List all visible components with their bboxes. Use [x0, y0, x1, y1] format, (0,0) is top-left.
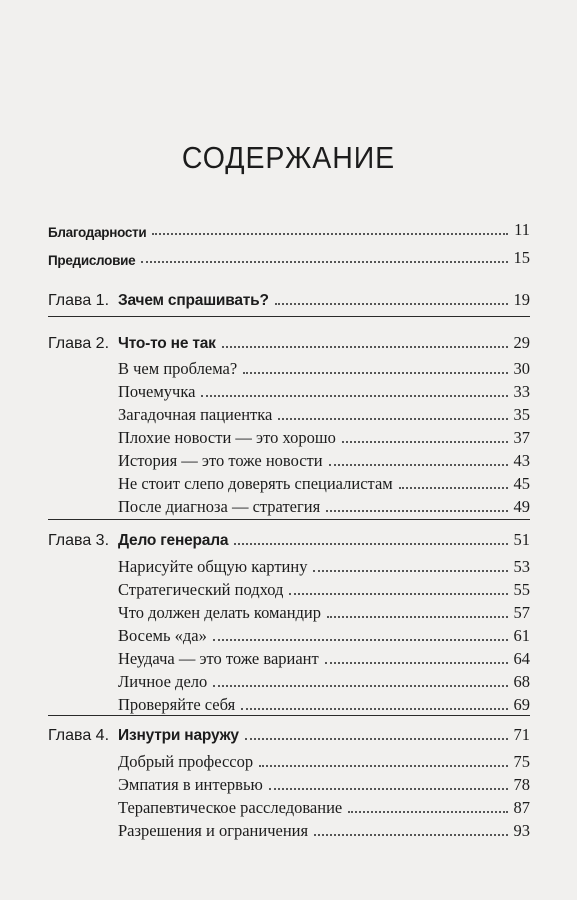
toc-section[interactable] — [48, 555, 530, 577]
section-title: Загадочная пациентка — [118, 405, 273, 424]
section-title: Стратегический подход — [118, 580, 284, 599]
section-title: Не стоит слепо доверять специалистам — [118, 474, 393, 493]
leader-dots — [141, 261, 507, 263]
toc-page-number: 37 — [513, 428, 530, 447]
toc-page-number: 49 — [513, 497, 530, 516]
toc-entry-label: Благодарности — [48, 225, 147, 240]
toc-page-number: 45 — [513, 474, 530, 493]
toc-chapter-4[interactable] — [48, 723, 530, 745]
section-title: Разрешения и ограничения — [118, 821, 309, 840]
section-title: Восемь «да» — [118, 626, 207, 645]
section-title: Эмпатия в интервью — [118, 775, 263, 794]
leader-dots — [327, 616, 508, 618]
section-title: Проверяйте себя — [118, 695, 236, 714]
leader-dots — [245, 738, 508, 740]
toc-section[interactable] — [48, 380, 530, 402]
toc-page-number: 87 — [513, 798, 530, 817]
toc-page-number: 55 — [513, 580, 530, 599]
leader-dots — [234, 543, 507, 545]
section-title: Что должен делать командир — [118, 603, 321, 622]
leader-dots — [348, 811, 507, 813]
section-title: История — это тоже новости — [118, 451, 323, 470]
toc-entry-preface[interactable] — [48, 246, 530, 268]
toc-page-number: 11 — [514, 220, 530, 239]
toc-chapter-3[interactable] — [48, 528, 530, 550]
toc-page-number: 35 — [513, 405, 530, 424]
section-title: Личное дело — [118, 672, 208, 691]
toc-chapter-2[interactable] — [48, 331, 530, 353]
toc-page-number: 51 — [513, 530, 530, 549]
toc-section[interactable] — [48, 357, 530, 379]
chapter-divider — [48, 519, 530, 520]
toc-entry-acknowledgements[interactable] — [48, 218, 530, 240]
toc-section[interactable] — [48, 426, 530, 448]
leader-dots — [269, 788, 508, 790]
chapter-number: Глава 3. — [48, 532, 110, 549]
leader-dots — [259, 765, 507, 767]
toc-page-number: 78 — [513, 775, 530, 794]
leader-dots — [243, 372, 507, 374]
leader-dots — [222, 346, 508, 348]
toc-page-number: 53 — [513, 557, 530, 576]
section-title: Неудача — это тоже вариант — [118, 649, 319, 668]
leader-dots — [201, 395, 507, 397]
chapter-title: Зачем спрашивать? — [118, 292, 269, 309]
chapter-divider — [48, 715, 530, 716]
toc-section[interactable] — [48, 670, 530, 692]
toc-page-number: 43 — [513, 451, 530, 470]
toc-page-number: 30 — [513, 359, 530, 378]
toc-page-number: 71 — [513, 725, 530, 744]
section-title: Терапевтическое расследование — [118, 798, 343, 817]
toc-section[interactable] — [48, 750, 530, 772]
toc-section[interactable] — [48, 578, 530, 600]
chapter-number: Глава 1. — [48, 292, 110, 309]
toc-section[interactable] — [48, 647, 530, 669]
leader-dots — [241, 708, 507, 710]
toc-section[interactable] — [48, 624, 530, 646]
leader-dots — [326, 510, 507, 512]
toc-section[interactable] — [48, 773, 530, 795]
leader-dots — [314, 834, 507, 836]
leader-dots — [213, 639, 508, 641]
toc-page-number: 29 — [513, 333, 530, 352]
leader-dots — [152, 233, 508, 235]
toc-page-number: 19 — [513, 290, 530, 309]
section-title: В чем проблема? — [118, 359, 238, 378]
chapter-number: Глава 2. — [48, 335, 110, 352]
chapter-title: Что-то не так — [118, 335, 216, 352]
leader-dots — [278, 418, 507, 420]
toc-page-number: 68 — [513, 672, 530, 691]
chapter-number: Глава 4. — [48, 727, 110, 744]
chapter-divider — [48, 316, 530, 317]
toc-section[interactable] — [48, 819, 530, 841]
toc-page-number: 64 — [513, 649, 530, 668]
section-title: Нарисуйте общую картину — [118, 557, 308, 576]
toc-page-number: 33 — [513, 382, 530, 401]
toc-page-number: 93 — [513, 821, 530, 840]
leader-dots — [213, 685, 507, 687]
toc-section[interactable] — [48, 495, 530, 517]
page-title: СОДЕРЖАНИЕ — [181, 140, 396, 175]
section-title: Почемучка — [118, 382, 196, 401]
toc-section[interactable] — [48, 796, 530, 818]
toc-page-number: 15 — [513, 248, 530, 267]
toc-section[interactable] — [48, 693, 530, 715]
leader-dots — [313, 570, 507, 572]
section-title: Добрый профессор — [118, 752, 254, 771]
leader-dots — [289, 593, 507, 595]
leader-dots — [325, 662, 508, 664]
toc-section[interactable] — [48, 449, 530, 471]
toc-section[interactable] — [48, 601, 530, 623]
toc-page-number: 61 — [513, 626, 530, 645]
toc-page-number: 69 — [513, 695, 530, 714]
toc-section[interactable] — [48, 403, 530, 425]
leader-dots — [399, 487, 508, 489]
leader-dots — [329, 464, 508, 466]
toc-entry-label: Предисловие — [48, 253, 136, 268]
toc-chapter-1[interactable] — [48, 288, 530, 310]
leader-dots — [342, 441, 508, 443]
section-title: Плохие новости — это хорошо — [118, 428, 336, 447]
toc-page-number: 75 — [513, 752, 530, 771]
leader-dots — [275, 303, 508, 305]
chapter-title: Дело генерала — [118, 532, 229, 549]
toc-section[interactable] — [48, 472, 530, 494]
toc-page-number: 57 — [513, 603, 530, 622]
chapter-title: Изнутри наружу — [118, 727, 239, 744]
section-title: После диагноза — стратегия — [118, 497, 321, 516]
